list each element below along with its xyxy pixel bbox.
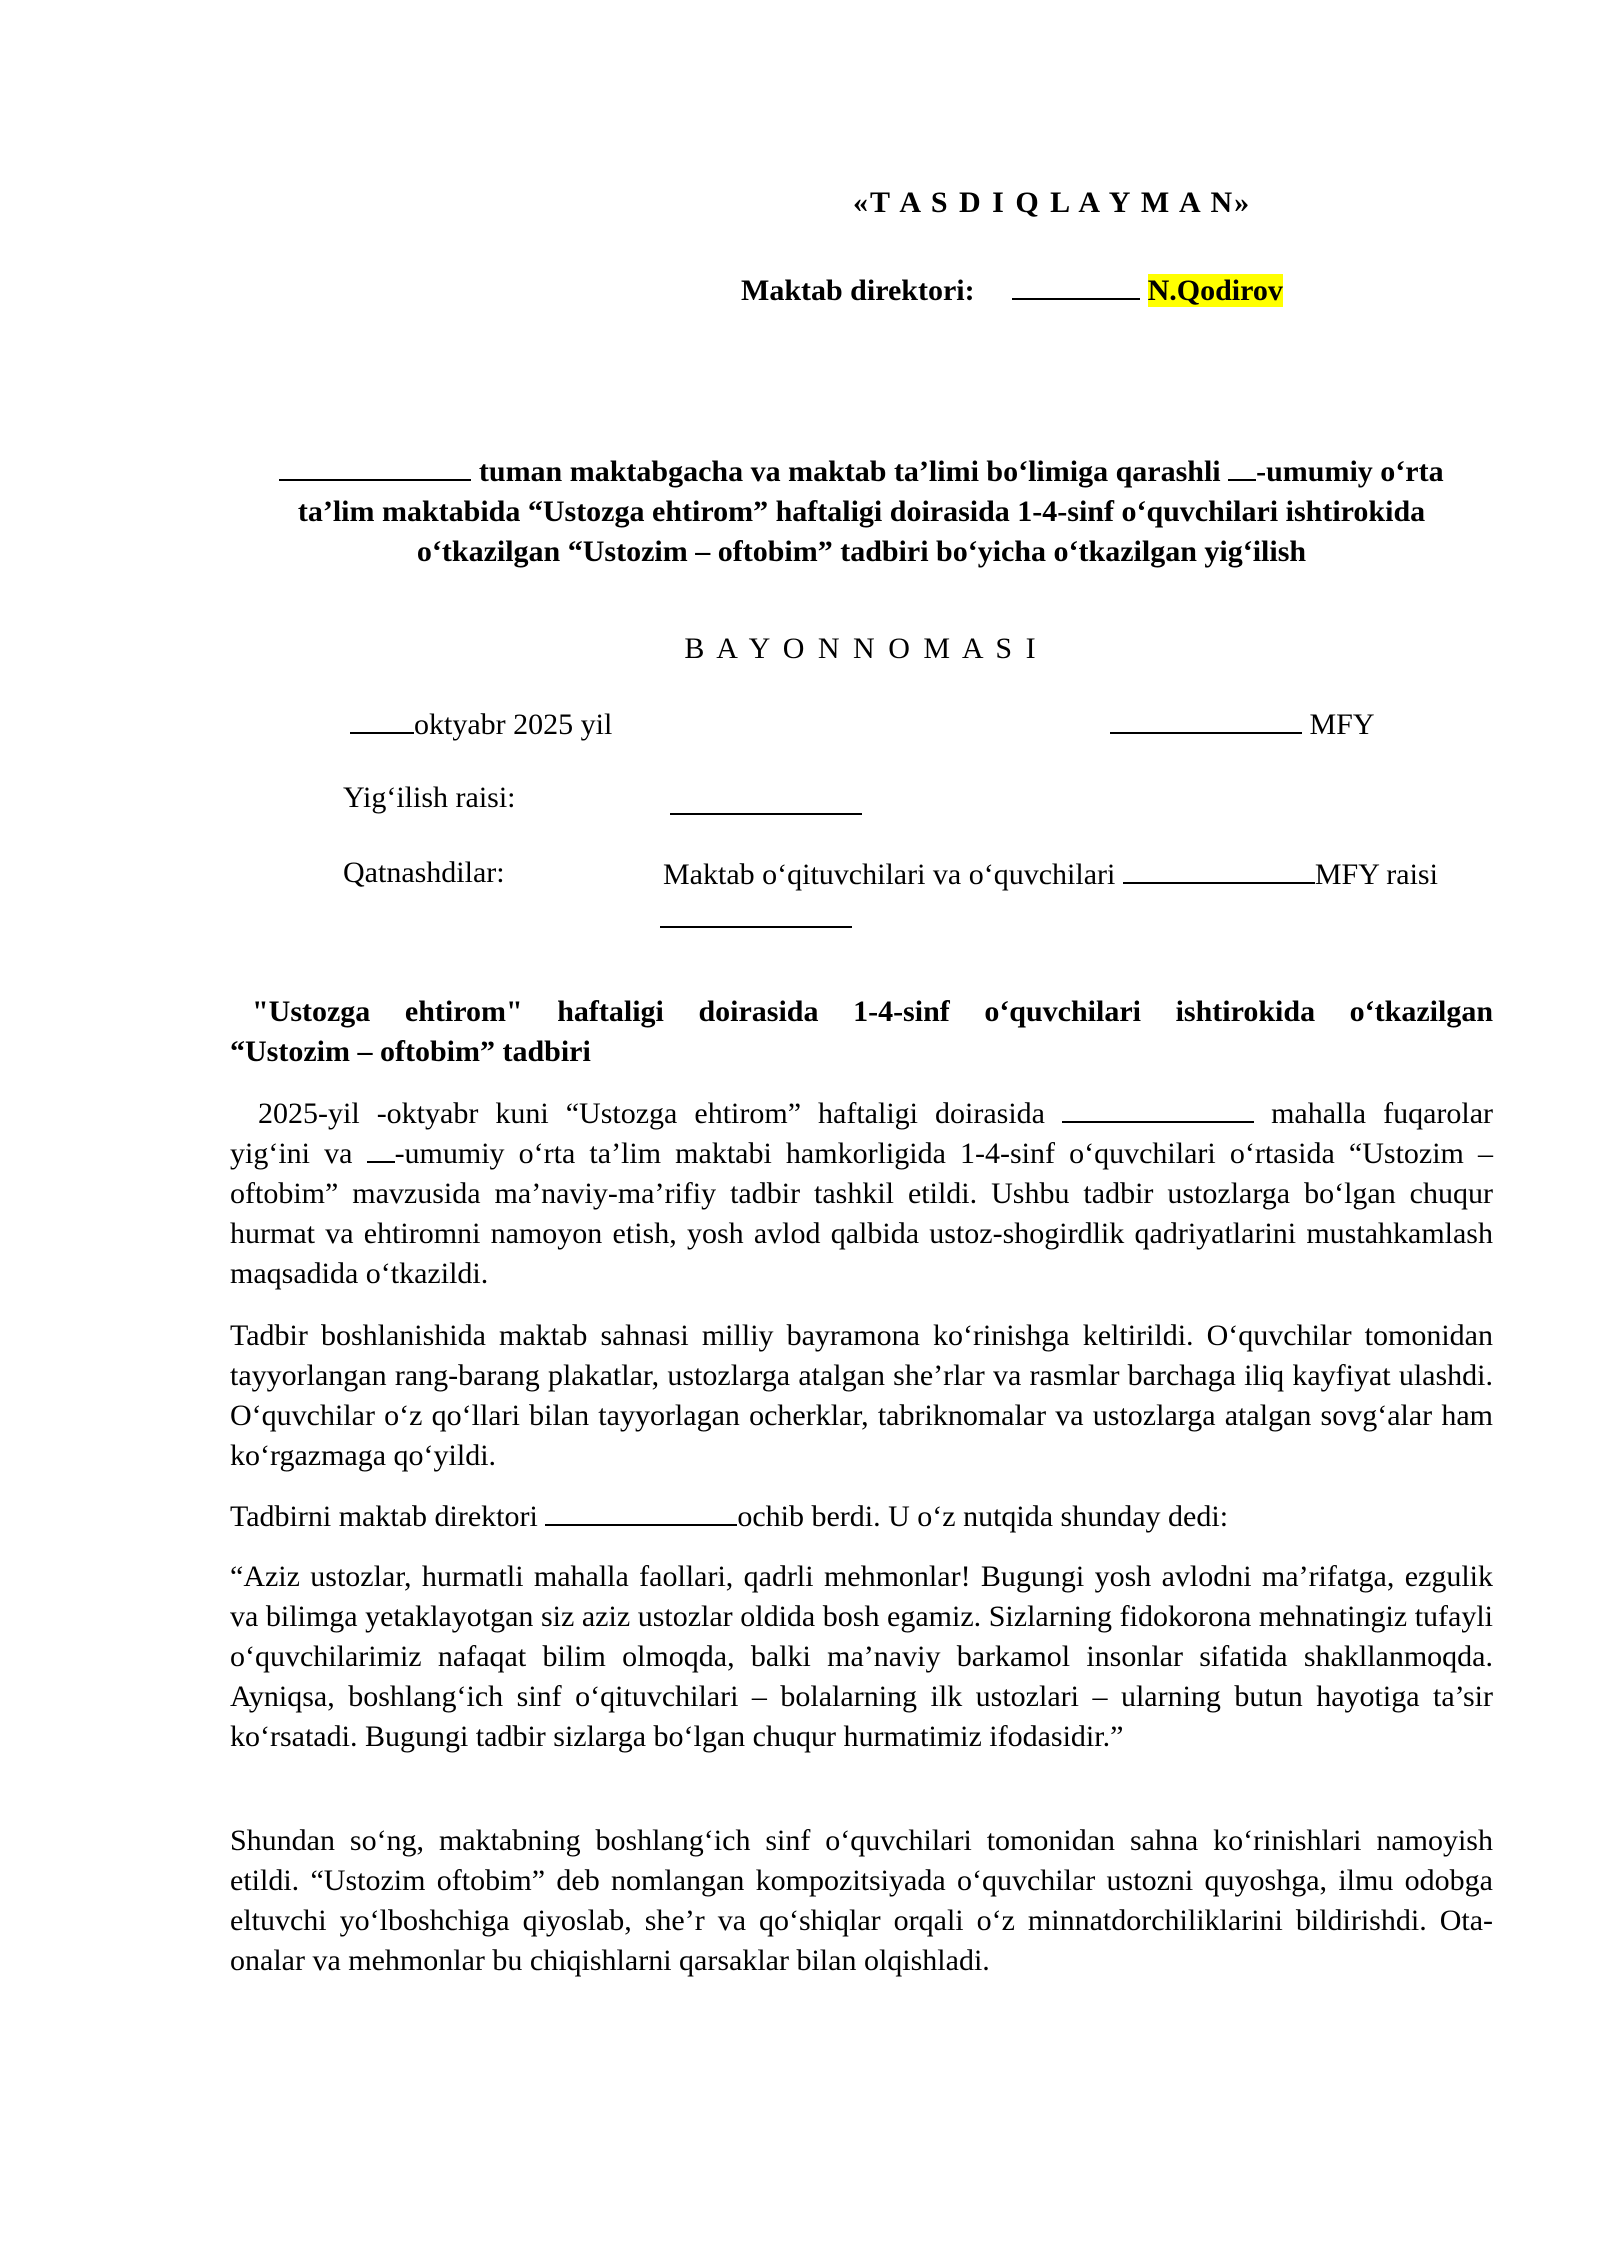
paragraph-3: Tadbirni maktab direktori ochib berdi. U o‘z nutqida shunday dedi:: [230, 1500, 1229, 1533]
participants-suffix: MFY raisi: [1314, 858, 1438, 891]
date-line: [350, 706, 612, 742]
school-no-blank: [367, 1135, 395, 1163]
participants-label: Qatnashdilar:: [343, 856, 505, 889]
director-label: Maktab direktori:: [741, 274, 975, 307]
mahalla-blank: [1062, 1095, 1254, 1123]
event-title-line-1: "Ustozga ehtirom" haftaligi doirasida 1-4-sinf o‘quvchilari ishtirokida o‘tkazilgan: [252, 995, 1493, 1028]
event-title: [230, 992, 1493, 1072]
doc-type: B A Y O N N O M A S I: [684, 632, 1039, 665]
paragraph-4: “Aziz ustozlar, hurmatli mahalla faollari, qadrli mehmonlar! Bugungi yosh avlodni ma’rifatga, ezgulik va bilimga yetaklayotgan siz aziz ustozlar oldida bosh egamiz. Sizlarning fidokorona mehnatingiz tufayli o‘quvchilarimiz nafaqat bilim olmoqda, balki ma’naviy barkamol insonlar sifatida shakllanmoqda. Ayniqsa, boshlang‘ich sinf o‘qituvchilari – bolalarning ilk ustozlari – ularning butun hayotiga ta’sir ko‘rsatadi. Bugungi tadbir sizlarga bo‘lgan chuqur hurmatimiz ifodasidir.”: [230, 1560, 1493, 1753]
district-blank: [279, 453, 471, 481]
director-name-blank: [545, 1498, 737, 1526]
event-title-line-2: “Ustozim – oftobim” tadbiri: [230, 1035, 591, 1068]
day-blank: [350, 706, 414, 734]
signature-blank: [1012, 272, 1140, 300]
director-name: N.Qodirov: [1147, 274, 1283, 307]
heading-line-3: o‘tkazilgan “Ustozim – oftobim” tadbiri bo‘yicha o‘tkazilgan yig‘ilish: [416, 535, 1307, 568]
mfy-label: MFY: [1309, 708, 1375, 741]
participants-value: Maktab o‘qituvchilari va o‘quvchilari: [663, 858, 1116, 891]
paragraph-1: 2025-yil -oktyabr kuni “Ustozga ehtirom” haftaligi doirasida mahalla fuqarolar yig‘ini va -umumiy o‘rta ta’lim maktabi hamkorligida 1-4-sinf o‘quvchilari o‘rtasida “Ustozim – oftobim” mavzusida ma’naviy-ma’rifiy tadbir tashkil etildi. Ushbu tadbir ustozlarga bo‘lgan chuqur hurmat va ehtiromni namoyon etish, yosh avlod qalbida ustoz-shogirdlik qadriyatlarini mustahkamlash maqsadida o‘tkazildi.: [230, 1097, 1494, 1290]
paragraph-5: Shundan so‘ng, maktabning boshlang‘ich sinf o‘quvchilari tomonidan sahna ko‘rinishlari namoyish etildi. “Ustozim oftobim” deb nomlangan kompozitsiyada o‘quvchilar ustozni quyoshga, ilmu odobga eltuvchi yo‘lboshchiga qiyoslab, she’r va qo‘shiqlar orqali o‘z minnatdorchiliklarini bildirishdi. Ota-onalar va mehmonlar bu chiqishlarni qarsaklar bilan olqishladi.: [230, 1824, 1493, 1977]
chair-label: Yig‘ilish raisi:: [343, 781, 516, 814]
participants-line: [663, 856, 1438, 892]
school-number-blank: [1228, 453, 1256, 481]
participants-extra-blank: [660, 900, 852, 928]
heading: [230, 452, 1493, 572]
chair-blank: [670, 787, 862, 815]
heading-line-1: tuman maktabgacha va maktab ta’limi bo‘limiga qarashli -umumiy o‘rta: [230, 452, 1493, 492]
mfy-chair-blank: [1123, 856, 1315, 884]
heading-line-2: ta’lim maktabida “Ustozga ehtirom” haftaligi doirasida 1-4-sinf o‘quvchilari ishtirokida: [297, 495, 1426, 528]
mfy-blank: [1110, 706, 1302, 734]
mfy-line: [1110, 706, 1375, 742]
director-line: [741, 272, 1283, 308]
paragraph-2: Tadbir boshlanishida maktab sahnasi milliy bayramona ko‘rinishga keltirildi. O‘quvchilar tomonidan tayyorlangan rang-barang plakatlar, ustozlarga atalgan she’rlar va rasmlar barchaga iliq kayfiyat ulashdi. O‘quvchilar o‘z qo‘llari bilan tayyorlagan ocherklar, tabriknomalar va ustozlarga atalgan sovg‘alar ham ko‘rgazmaga qo‘yildi.: [230, 1319, 1493, 1472]
approval-title: «T A S D I Q L A Y M A N»: [853, 186, 1252, 219]
date-text: oktyabr 2025 yil: [414, 708, 613, 741]
